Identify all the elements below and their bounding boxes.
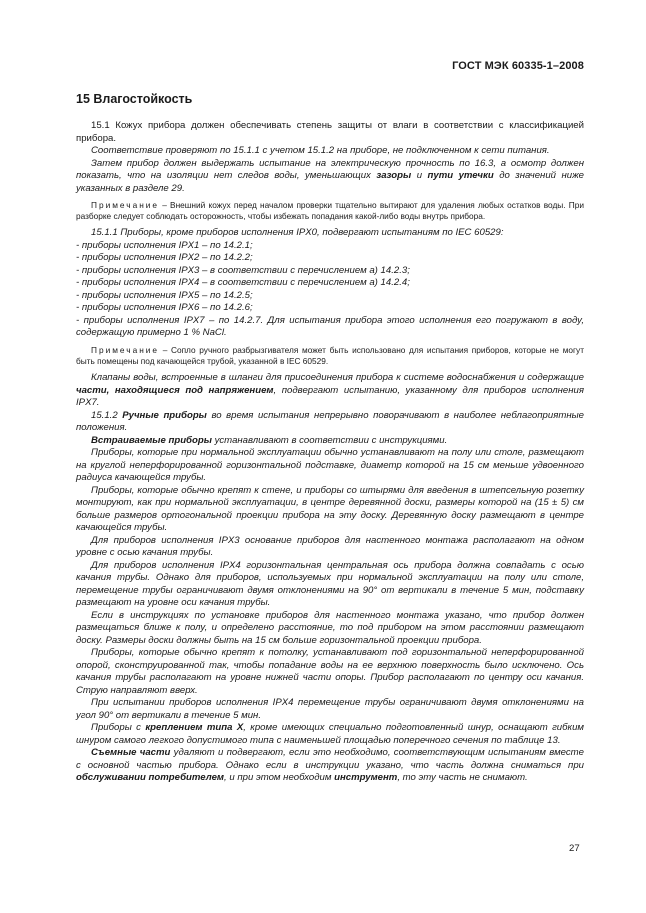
term-live-parts: части, находящиеся под напряжением xyxy=(76,384,274,396)
ipx3-text: Для приборов исполнения IPX3 основание приборов для настенного монтажа располагают на одном уровне с осью качания трубы. xyxy=(76,534,584,559)
clause-15-1-2: 15.1.2 Ручные приборы во время испытания непрерывно поворачивают в наиболее неблагоприятные положения. xyxy=(76,409,584,434)
document-body xyxy=(76,92,584,785)
type-x-attachment-text: Приборы с креплением типа X, кроме имеющих специально подготовленный шнур, оснащают гибким шнуром самого легкого допустимого типа с наименьшей площадью поперечного сечения по таблице 13. xyxy=(76,722,584,746)
list-item: - приборы исполнения IPX6 – по 14.2.6; xyxy=(76,302,253,314)
list-item: - приборы исполнения IPX3 – в соответствии с перечислением а) 14.2.3; xyxy=(76,264,410,276)
water-valves-text: Клапаны воды, встроенные в шланги для присоединения прибора к системе водоснабжения и содержащие части, находящиеся под напряжением, подвергают испытанию, указанному для приборов исполнения IPX7. xyxy=(76,372,584,409)
section-heading: 15 Влагостойкость xyxy=(76,92,193,106)
instructions-text: Если в инструкциях по установке приборов для настенного монтажа указано, что прибор должен размещаться ближе к полу, и определено расстояние, то под прибором на этом расстоянии размещают доску. Размеры доски должны быть на 15 см больше горизонтальной проекции прибора. xyxy=(76,609,584,646)
term-user-maintenance: обслуживании потребителем xyxy=(76,772,225,784)
floor-appliances-text: Приборы, которые при нормальной эксплуатации обычно устанавливают на полу или столе, размещают на круглой неперфорированной горизонтальной подставке, диаметр которой на 15 см меньше удвоенного радиуса качающейся трубы. xyxy=(76,447,584,484)
ipx4-text: Для приборов исполнения IPX4 горизонтальная центральная ось прибора должна совпадать с осью качания трубы. Однако для приборов, используемых при нормальной эксплуатации на полу или столе, перемещение трубы ограничивают двумя отклонениями на 90° от вертикали в течение 5 мин, подставку размещают на уровне оси качания трубы. xyxy=(76,559,584,609)
dielectric-test-text: Затем прибор должен выдержать испытание на электрическую прочность по 16.3, а осмотр должен показать, что на изоляции нет следов воды, уменьшающих зазоры и пути утечки до значений ниже указанных в разделе 29. xyxy=(76,157,585,194)
term-hand-held: Ручные приборы xyxy=(122,409,207,421)
list-item: - приборы исполнения IPX2 – по 14.2.2; xyxy=(76,252,253,264)
list-item: - приборы исполнения IPX5 – по 14.2.5; xyxy=(76,289,253,301)
standard-code-header: ГОСТ МЭК 60335-1–2008 xyxy=(452,60,584,72)
built-in-text: Встраиваемые приборы устанавливают в соответствии с инструкциями. xyxy=(91,434,448,446)
note-1: Примечание – Внешний кожух перед началом проверки тщательно вытирают для удаления любых остатков воды. При разборке следует соблюдать осторожность, чтобы избежать попадания какой-либо воды внутрь прибора. xyxy=(76,200,584,222)
term-built-in: Встраиваемые приборы xyxy=(91,434,212,446)
list-item: - приборы исполнения IPX1 – по 14.2.1; xyxy=(76,239,253,251)
term-tool: инструмент xyxy=(334,772,398,784)
clause-15-1-1: 15.1.1 Приборы, кроме приборов исполнения IPX0, подвергают испытаниям по IEC 60529: xyxy=(91,227,504,239)
term-type-x: креплением типа X xyxy=(145,722,244,734)
compliance-check-text: Соответствие проверяют по 15.1.1 с учетом 15.1.2 на приборе, не подключенном к сети питания. xyxy=(91,145,550,156)
term-detachable-parts: Съемные части xyxy=(91,747,171,759)
clause-15-1: 15.1 Кожух прибора должен обеспечивать степень защиты от влаги в соответствии с классификацией прибора. xyxy=(76,120,584,144)
ipx4-test-text: При испытании приборов исполнения IPX4 перемещение трубы ограничивают двумя отклонениями на угол 90° от вертикали в течение 5 мин. xyxy=(76,697,584,721)
term-clearances: зазоры xyxy=(376,170,412,181)
page-number: 27 xyxy=(569,843,580,854)
ipx-test-list xyxy=(76,240,584,340)
note-2: Примечание – Сопло ручного разбрызгивателя может быть использовано для испытания приборов, которые не могут быть помещены под качающейся трубой, указанной в IEC 60529. xyxy=(76,344,584,367)
wall-appliances-text: Приборы, которые обычно крепят к стене, и приборы со штырями для введения в штепсельную розетку монтируют, как при нормальной эксплуатации, в центре деревянной доски, размеры которой на (15 ± 5) см больше размеров ортогональной проекции прибора на эту доску. Деревянную доску размещают в центре качающейся трубы. xyxy=(76,484,584,534)
list-item: - приборы исполнения IPX4 – в соответствии с перечислением а) 14.2.4; xyxy=(76,277,410,289)
detachable-parts-text: Съемные части удаляют и подвергают, если это необходимо, соответствующим испытаниям вместе с основной частью прибора. Однако если в инструкции указано, что часть должна сниматься при обслуживании потребителем, и при этом необходим инструмент, то эту часть не снимают. xyxy=(76,747,584,784)
term-creepage: пути утечки xyxy=(427,170,494,181)
ceiling-appliances-text: Приборы, которые обычно крепят к потолку, устанавливают под горизонтальной неперфорированной опорой, сконструированной так, чтобы попадание воды на ее верхнюю поверхность было исключено. Ось качания трубы располагают на уровне нижней части опоры. Прибор располагают по центру оси качания. Струю направляют вверх. xyxy=(76,647,584,696)
list-item: - приборы исполнения IPX7 – по 14.2.7. Для испытания прибора этого исполнения его погружают в воду, содержащую примерно 1 % NaCl. xyxy=(76,314,584,339)
